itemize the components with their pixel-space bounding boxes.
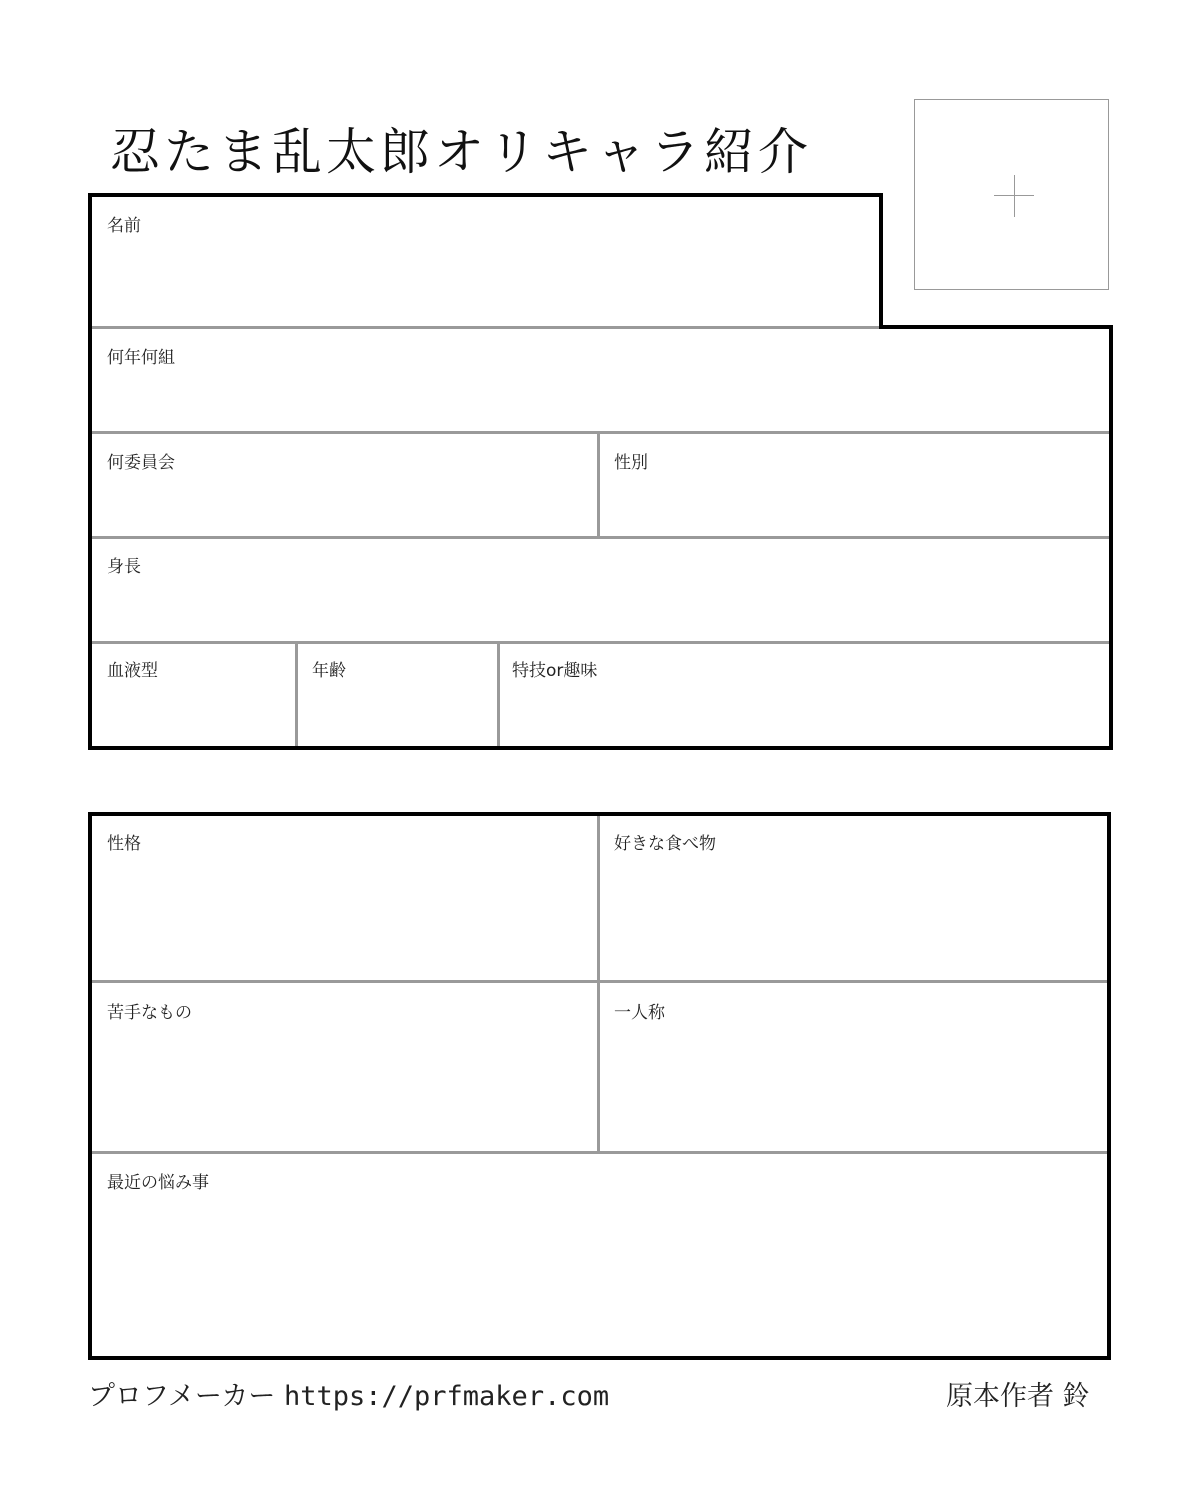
gender-label: 性別: [614, 453, 648, 473]
blood-type-label: 血液型: [107, 661, 158, 681]
author-credit: 原本作者 鈴: [946, 1381, 1090, 1412]
favorite-food-label: 好きな食べ物: [614, 834, 716, 854]
personality-label: 性格: [107, 834, 141, 854]
recent-worries-label: 最近の悩み事: [107, 1173, 209, 1193]
page-title: 忍たま乱太郎オリキャラ紹介: [110, 123, 812, 181]
maker-name: プロフメーカー: [88, 1381, 276, 1412]
footer-credit: [88, 1374, 609, 1413]
committee-label: 何委員会: [107, 453, 175, 473]
grade-class-label: 何年何組: [107, 348, 175, 368]
skill-hobby-label: 特技or趣味: [512, 661, 598, 681]
maker-url-link[interactable]: https://prfmaker.com: [283, 1381, 610, 1412]
name-label: 名前: [107, 216, 141, 236]
dislikes-label: 苦手なもの: [107, 1003, 192, 1023]
age-label: 年齢: [312, 661, 346, 681]
first-person-label: 一人称: [614, 1003, 665, 1023]
height-label: 身長: [107, 557, 141, 577]
photo-placeholder[interactable]: [914, 99, 1109, 290]
